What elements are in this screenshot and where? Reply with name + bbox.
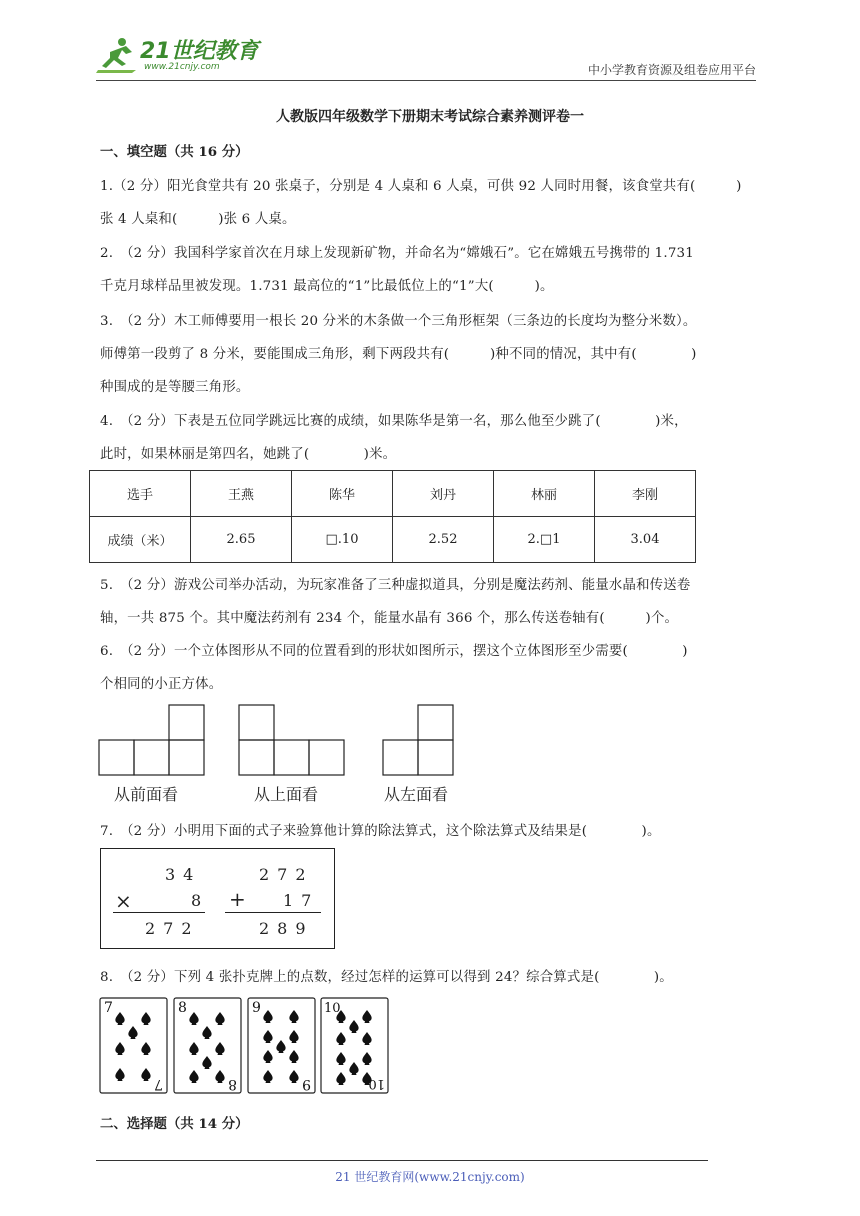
- platform-name: 中小学教育资源及组卷应用平台: [587, 63, 756, 77]
- mul-sign: ×: [115, 889, 140, 913]
- table-cell: 林丽: [494, 471, 595, 517]
- question-1-line-2: 张 4 人桌和( )张 6 人桌。: [100, 212, 296, 227]
- card-rank: 7: [154, 1076, 163, 1092]
- table-cell: 王燕: [191, 471, 292, 517]
- logo-text: 21世纪教育: [140, 39, 259, 64]
- score-table: [89, 470, 696, 563]
- question-3-line-2: 师傅第一段剪了 8 分米，要能围成三角形，剩下两段共有( )种不同的情况，其中有( ): [100, 347, 697, 362]
- card-rank: 7: [104, 1000, 113, 1016]
- header-divider: [96, 80, 756, 81]
- card-rank: 8: [178, 1000, 187, 1016]
- table-cell: 3.04: [595, 517, 696, 563]
- table-cell: 选手: [90, 471, 191, 517]
- mul-result: 272: [145, 919, 200, 938]
- section-heading-2: 二、选择题（共 14 分）: [100, 1116, 249, 1132]
- mul-top: 34: [165, 865, 202, 884]
- question-5-line-2: 轴，一共 875 个。其中魔法药剂有 234 个，能量水晶有 366 个，那么传送卷轴有( )个。: [100, 611, 679, 626]
- playing-cards-figure: [98, 996, 392, 1096]
- view-label-left: 从左面看: [384, 785, 449, 804]
- question-3-line-1: 3. （2 分）木工师傅要用一根长 20 分米的木条做一个三角形框架（三条边的长度均为整分米数）。: [100, 314, 697, 329]
- add-sign: +: [229, 887, 254, 911]
- question-4-line-1: 4. （2 分）下表是五位同学跳远比赛的成绩，如果陈华是第一名，那么他至少跳了( )米，: [100, 414, 688, 429]
- question-3-line-3: 种围成的是等腰三角形。: [100, 380, 250, 395]
- card-rank: 9: [302, 1076, 311, 1092]
- table-cell: 李刚: [595, 471, 696, 517]
- question-6-line-2: 个相同的小正方体。: [100, 677, 223, 692]
- logo-url: www.21cnjy.com: [144, 62, 220, 72]
- add-result: 289: [259, 919, 314, 938]
- table-cell: 2.52: [393, 517, 494, 563]
- mul-divider: [113, 912, 205, 913]
- table-cell: 2.□1: [494, 517, 595, 563]
- card-rank: 10: [324, 1001, 341, 1016]
- table-cell: 刘丹: [393, 471, 494, 517]
- question-5-line-1: 5. （2 分）游戏公司举办活动，为玩家准备了三种虚拟道具，分别是魔法药剂、能量水晶和传送卷: [100, 578, 691, 593]
- question-7-line-1: 7. （2 分）小明用下面的式子来验算他计算的除法算式，这个除法算式及结果是( )。: [100, 824, 661, 839]
- add-divider: [225, 912, 321, 913]
- view-label-front: 从前面看: [114, 785, 179, 804]
- question-8-line-1: 8. （2 分）下列 4 张扑克牌上的点数，经过怎样的运算可以得到 24？综合算式是( )。: [100, 970, 673, 985]
- three-views-figure: [96, 702, 466, 778]
- footer-text: 21 世纪教育网(www.21cnjy.com): [335, 1170, 525, 1184]
- table-row: [90, 517, 696, 563]
- table-cell: 陈华: [292, 471, 393, 517]
- question-1-line-1: 1.（2 分）阳光食堂共有 20 张桌子，分别是 4 人桌和 6 人桌，可供 92 人同时用餐，该食堂共有( ): [100, 179, 742, 194]
- question-2-line-2: 千克月球样品里被发现。1.731 最高位的“1”比最低位上的“1”大( )。: [100, 279, 554, 294]
- view-label-top: 从上面看: [254, 785, 319, 804]
- question-4-line-2: 此时，如果林丽是第四名，她跳了( )米。: [100, 447, 397, 462]
- table-cell: 成绩（米）: [90, 517, 191, 563]
- question-6-line-1: 6. （2 分）一个立体图形从不同的位置看到的形状如图所示，摆这个立体图形至少需要( ): [100, 644, 688, 659]
- table-cell: 2.65: [191, 517, 292, 563]
- footer-divider: [96, 1160, 708, 1161]
- calculation-box: [100, 848, 335, 949]
- card-rank: 8: [228, 1076, 237, 1092]
- table-header-row: [90, 471, 696, 517]
- page-title: 人教版四年级数学下册期末考试综合素养测评卷一: [276, 109, 584, 125]
- add-bottom: 17: [283, 891, 320, 910]
- add-top: 272: [259, 865, 314, 884]
- question-2-line-1: 2. （2 分）我国科学家首次在月球上发现新矿物，并命名为“嫦娥石”。它在嫦娥五号携带的 1.731: [100, 246, 694, 261]
- section-heading-1: 一、填空题（共 16 分）: [100, 144, 249, 160]
- card-rank: 9: [252, 1000, 261, 1016]
- mul-bottom: 8: [191, 891, 210, 910]
- card-rank: 10: [368, 1076, 385, 1091]
- table-cell: □.10: [292, 517, 393, 563]
